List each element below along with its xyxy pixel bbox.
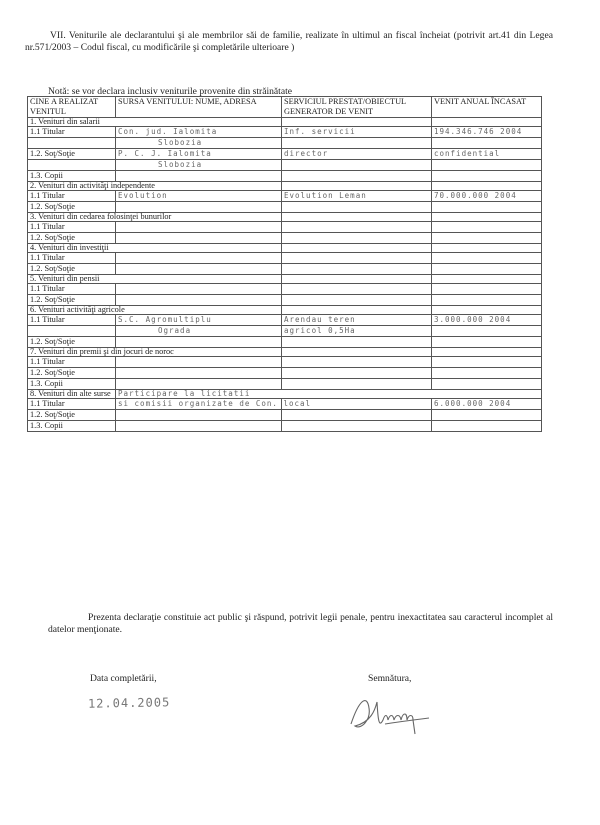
income-source: [116, 253, 282, 264]
section-blank: [282, 213, 432, 222]
table-row: [28, 399, 542, 410]
income-source: [116, 368, 282, 379]
section-title: 6. Venituri activităţi agricole: [28, 306, 282, 315]
income-service: [282, 337, 432, 348]
income-source: [116, 222, 282, 233]
income-amount: [432, 421, 542, 432]
section-row: [28, 275, 542, 284]
table-row-continued: [28, 138, 542, 149]
table-row: [28, 368, 542, 379]
income-amount-blank: [432, 138, 542, 149]
table-row: [28, 191, 542, 202]
table-row: [28, 421, 542, 432]
income-amount: [432, 379, 542, 390]
section-title-extra: [116, 390, 542, 399]
handwritten-signature: [345, 690, 440, 745]
income-holder: 1.1 Titular: [28, 357, 116, 368]
table-row: [28, 357, 542, 368]
table-row-continued: [28, 326, 542, 337]
income-source: [116, 315, 282, 326]
income-service: [282, 410, 432, 421]
income-service: [282, 191, 432, 202]
table-row: [28, 233, 542, 244]
income-service: [282, 264, 432, 275]
income-amount: [432, 410, 542, 421]
income-amount: [432, 233, 542, 244]
income-amount: [432, 264, 542, 275]
income-service-cont: [282, 160, 432, 171]
income-holder: 1.1 Titular: [28, 253, 116, 264]
income-holder: 1.1 Titular: [28, 222, 116, 233]
income-service: [282, 171, 432, 182]
income-service: [282, 379, 432, 390]
income-service: [282, 233, 432, 244]
income-service: [282, 368, 432, 379]
section-blank: [432, 244, 542, 253]
income-source: [116, 233, 282, 244]
income-source: [116, 191, 282, 202]
table-row: [28, 284, 542, 295]
section-title: 2. Venituri din activităţi independente: [28, 182, 282, 191]
section-title: 8. Venituri din alte surse: [28, 390, 116, 399]
income-amount: [432, 222, 542, 233]
table-row: [28, 202, 542, 213]
section-row: [28, 182, 542, 191]
table-row: [28, 264, 542, 275]
income-holder: 1.2. Soţ/Soţie: [28, 233, 116, 244]
income-source-cont: [116, 160, 282, 171]
handwritten-text: Con. jud. Ialomita: [118, 127, 218, 136]
income-holder: 1.2. Soţ/Soţie: [28, 368, 116, 379]
header-amount: VENIT ANUAL ÎNCASAT: [432, 97, 542, 118]
income-service: [282, 357, 432, 368]
table-row: [28, 410, 542, 421]
income-source: [116, 284, 282, 295]
section-row: [28, 244, 542, 253]
section-title: 3. Venituri din cedarea folosinţei bunurilor: [28, 213, 282, 222]
table-row: [28, 222, 542, 233]
income-source: [116, 337, 282, 348]
handwritten-text: Inf. servicii: [284, 127, 356, 136]
income-holder-blank: [28, 138, 116, 149]
section-title: 4. Venituri din investiţii: [28, 244, 282, 253]
section-title: 5. Venituri din pensii: [28, 275, 282, 284]
income-source: [116, 399, 312, 410]
section-row: [28, 213, 542, 222]
income-holder: 1.1 Titular: [28, 127, 116, 138]
table-row: [28, 379, 542, 390]
table-row: [28, 171, 542, 182]
handwritten-text: director: [284, 149, 329, 158]
section-blank: [432, 182, 542, 191]
income-table: [27, 96, 542, 432]
legal-statement: Prezenta declaraţie constituie act public şi răspund, potrivit legii penale, pentru inexactitatea sau caracterul incomplet al datelor menţionate.: [48, 612, 553, 635]
section-blank: [432, 118, 542, 127]
income-service: [282, 295, 432, 306]
income-holder: 1.1 Titular: [28, 284, 116, 295]
note: Notă: se vor declara inclusiv veniturile provenite din străinătate: [48, 86, 293, 97]
handwritten-text: Ograda: [158, 326, 192, 335]
table-row: [28, 337, 542, 348]
income-source: [116, 421, 282, 432]
handwritten-text: P. C. J. Ialomita: [118, 149, 212, 158]
section-row: [28, 348, 542, 357]
income-holder-blank: [28, 326, 116, 337]
section-row: [28, 118, 542, 127]
section-blank: [432, 348, 542, 357]
handwritten-text: Slobozia: [158, 138, 203, 147]
income-amount-blank: [432, 160, 542, 171]
table-row-continued: [28, 160, 542, 171]
table-row: [28, 127, 542, 138]
section-title: 7. Venituri din premii şi din jocuri de noroc: [28, 348, 282, 357]
handwritten-text: 70.000.000 2004: [434, 191, 517, 200]
income-holder: 1.3. Copii: [28, 171, 116, 182]
table-row: [28, 149, 542, 160]
section-blank: [282, 182, 432, 191]
section-blank: [282, 275, 432, 284]
income-amount: [432, 149, 542, 160]
income-source: [116, 379, 282, 390]
date-value: 12.04.2005: [87, 695, 171, 711]
income-service: [282, 284, 432, 295]
income-holder: 1.3. Copii: [28, 379, 116, 390]
income-source: [116, 127, 282, 138]
income-amount: [432, 368, 542, 379]
header-service: SERVICIUL PRESTAT/OBIECTUL GENERATOR DE VENIT: [282, 97, 432, 118]
section-title: 1. Venituri din salarii: [28, 118, 282, 127]
income-holder: 1.1 Titular: [28, 315, 116, 326]
income-holder-blank: [28, 160, 116, 171]
income-amount: [432, 171, 542, 182]
income-amount: [432, 253, 542, 264]
handwritten-text: si comisii organizate de Con. local: [118, 399, 312, 408]
handwritten-text: agricol 0,5Ha: [284, 326, 356, 335]
handwritten-text: 194.346.746 2004: [434, 127, 523, 136]
income-holder: 1.2. Soţ/Soţie: [28, 410, 116, 421]
income-holder: 1.2. Soţ/Soţie: [28, 337, 116, 348]
income-service: [282, 222, 432, 233]
income-amount: [432, 315, 542, 326]
income-amount: [432, 337, 542, 348]
date-label: Data completării,: [90, 673, 157, 684]
section-blank: [282, 244, 432, 253]
income-amount: [432, 127, 542, 138]
income-holder: 1.2. Soţ/Soţie: [28, 202, 116, 213]
income-holder: 1.2. Soţ/Soţie: [28, 264, 116, 275]
handwritten-text: Evolution Leman: [284, 191, 367, 200]
income-service: [282, 253, 432, 264]
table-row: [28, 253, 542, 264]
income-service: [282, 315, 432, 326]
handwritten-text: S.C. Agromultiplu: [118, 315, 212, 324]
handwritten-text: Slobozia: [158, 160, 203, 169]
income-amount: [432, 399, 542, 410]
income-amount: [432, 284, 542, 295]
section-blank: [282, 306, 432, 315]
income-source-cont: [116, 138, 282, 149]
section-blank: [432, 275, 542, 284]
handwritten-text: confidential: [434, 149, 501, 158]
table-row: [28, 315, 542, 326]
income-amount: [432, 191, 542, 202]
section-row: [28, 306, 542, 315]
income-source: [116, 295, 282, 306]
income-source-cont: [116, 326, 282, 337]
income-service: [282, 149, 432, 160]
table-row: [28, 295, 542, 306]
section-blank: [282, 348, 432, 357]
income-source: [116, 202, 282, 213]
section-row: [28, 390, 542, 399]
handwritten-text: Evolution: [118, 191, 168, 200]
signature-label: Semnătura,: [368, 673, 412, 684]
income-service: [282, 202, 432, 213]
income-holder: 1.1 Titular: [28, 399, 116, 410]
income-source: [116, 410, 282, 421]
income-amount: [432, 202, 542, 213]
header-source: SURSA VENITULUI: NUME, ADRESA: [116, 97, 282, 118]
section-blank: [432, 213, 542, 222]
handwritten-text: 3.000.000 2004: [434, 315, 512, 324]
header-who: CINE A REALIZAT VENITUL: [28, 97, 116, 118]
income-service: [282, 127, 432, 138]
income-source: [116, 264, 282, 275]
handwritten-text: 6.000.000 2004: [434, 399, 512, 408]
section-blank: [432, 306, 542, 315]
income-service: [282, 421, 432, 432]
income-source: [116, 171, 282, 182]
section-blank: [282, 118, 432, 127]
income-amount: [432, 357, 542, 368]
income-source: [116, 149, 282, 160]
income-holder: 1.3. Copii: [28, 421, 116, 432]
handwritten-text: Participare la licitatii: [118, 389, 251, 398]
income-holder: 1.1 Titular: [28, 191, 116, 202]
income-holder: 1.2. Soţ/Soţie: [28, 149, 116, 160]
income-holder: 1.2. Soţ/Soţie: [28, 295, 116, 306]
income-service-cont: [282, 326, 432, 337]
income-service-cont: [282, 138, 432, 149]
handwritten-text: Arendau teren: [284, 315, 356, 324]
income-amount-blank: [432, 326, 542, 337]
section-heading: VII. Veniturile ale declarantului şi ale membrilor săi de familie, realizate în ultimul an fiscal încheiat (potrivit art.41 din Legea nr.571/2003 – Codul fiscal, cu modificările şi completările ulterioare ): [25, 30, 553, 53]
income-amount: [432, 295, 542, 306]
income-source: [116, 357, 282, 368]
